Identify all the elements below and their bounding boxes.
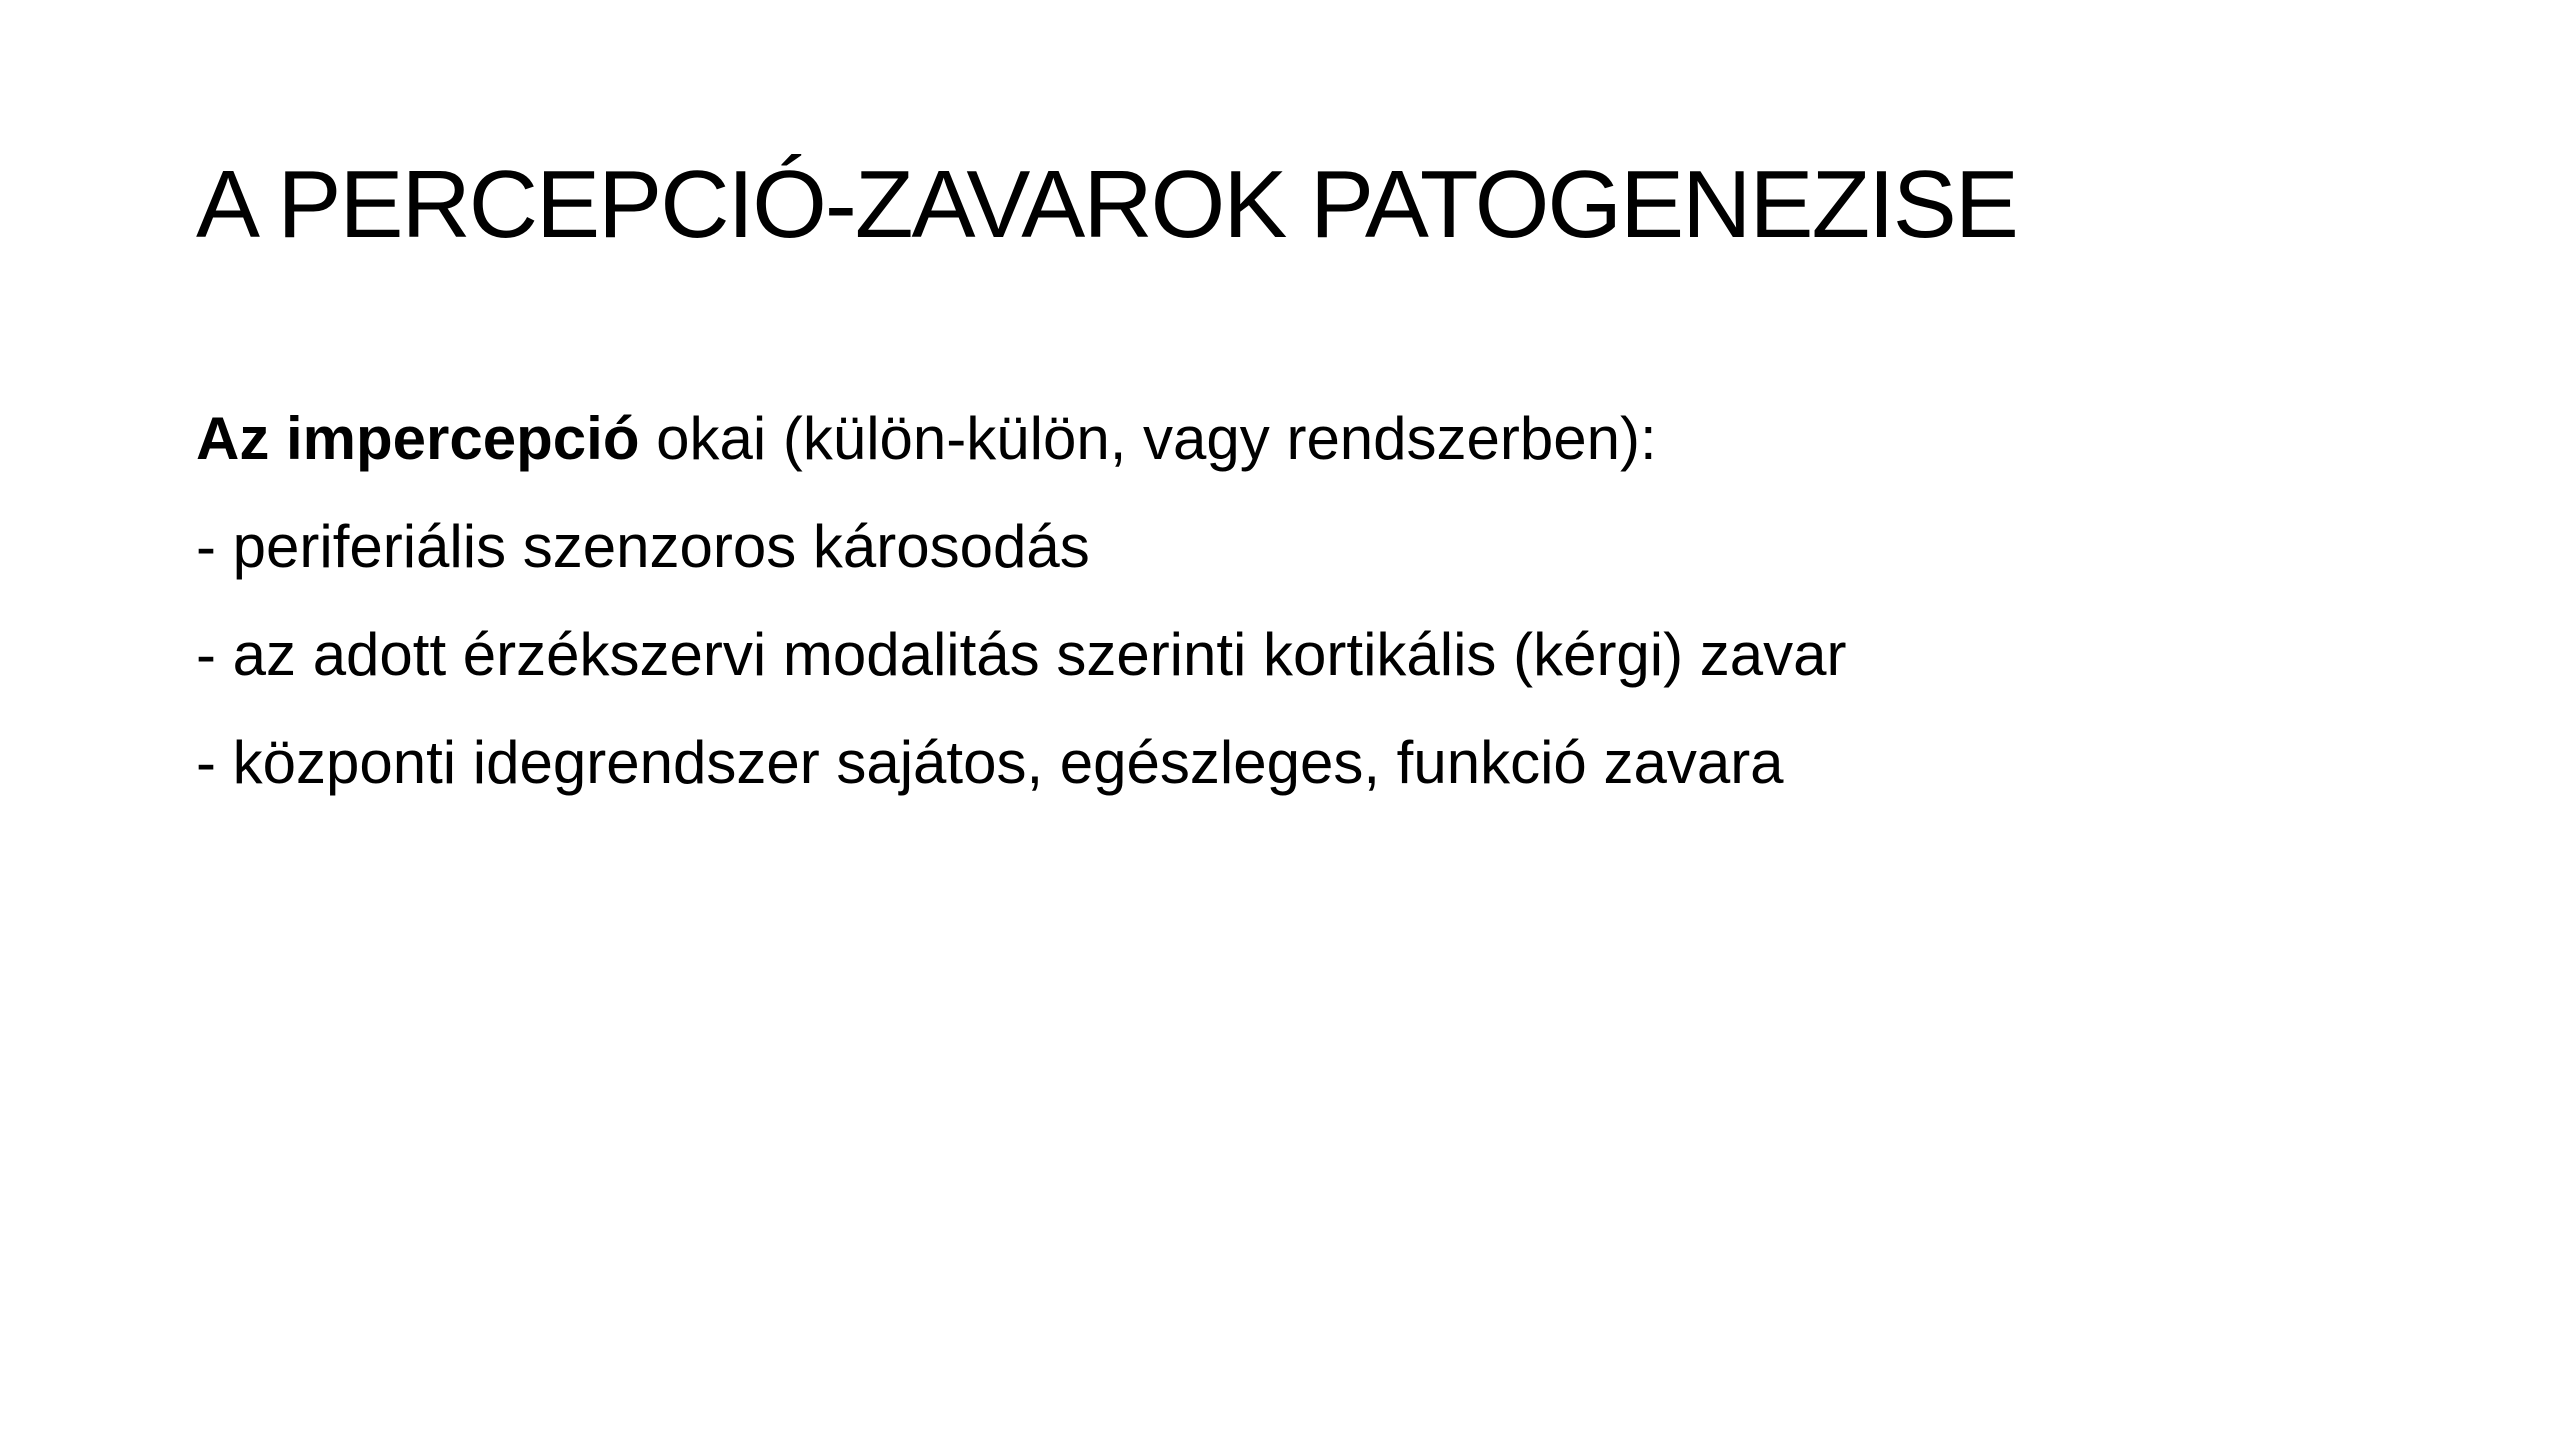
slide-body	[196, 385, 2446, 817]
bullet-item: - periferiális szenzoros károsodás	[196, 513, 1090, 580]
bullet-item: - központi idegrendszer sajátos, egészleges, funkció zavara	[196, 729, 1784, 796]
slide-title: A PERCEPCIÓ-ZAVAROK PATOGENEZISE	[196, 151, 2017, 258]
intro-text: okai (külön-külön, vagy rendszerben):	[639, 405, 1657, 472]
intro-bold-term: Az impercepció	[196, 405, 640, 472]
bullet-item: - az adott érzékszervi modalitás szerinti kortikális (kérgi) zavar	[196, 621, 1847, 688]
intro-line	[196, 385, 2446, 493]
